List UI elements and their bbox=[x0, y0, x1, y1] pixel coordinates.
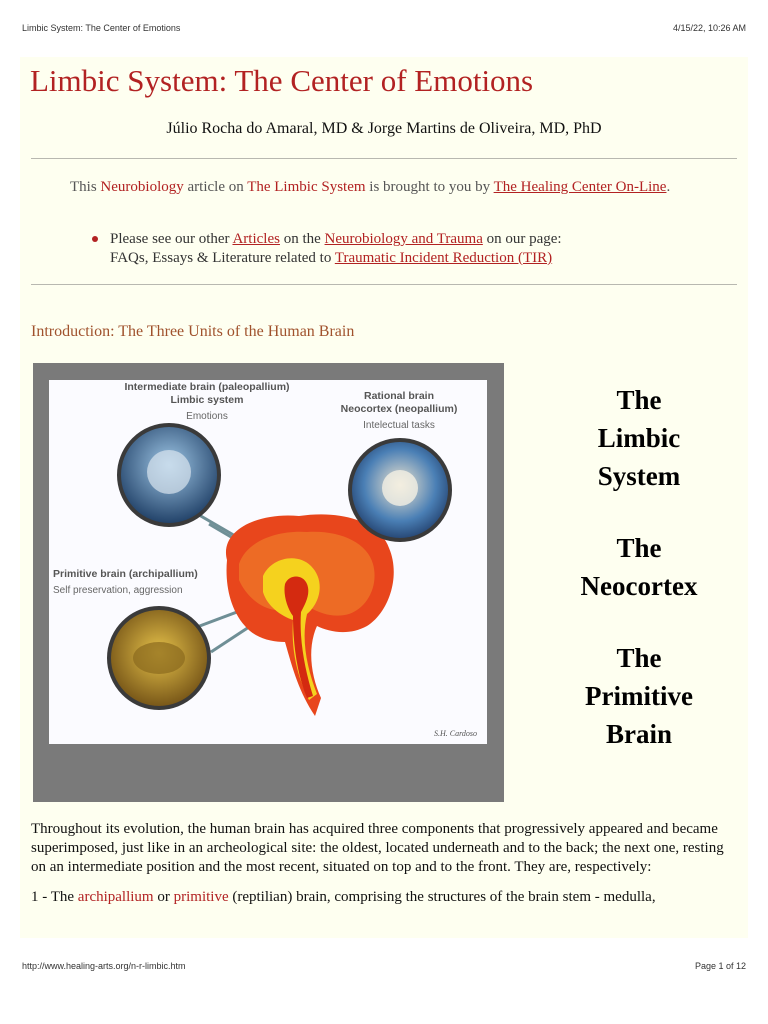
bullet-text-3: on our page: bbox=[482, 231, 562, 247]
divider-top bbox=[31, 158, 737, 159]
label-intermediate: Intermediate brain (paleopallium) Limbic system Emotions bbox=[124, 381, 290, 422]
intro-text-2: article on bbox=[183, 179, 248, 195]
tir-link[interactable]: Traumatic Incident Reduction (TIR) bbox=[334, 250, 553, 266]
brain-figure-canvas bbox=[49, 380, 487, 744]
article-page bbox=[20, 57, 748, 938]
intro-text-4: . bbox=[666, 179, 671, 195]
side-title-primitive: The Primitive Brain bbox=[585, 643, 693, 749]
intro-text-1: This bbox=[70, 179, 101, 195]
print-footer bbox=[22, 961, 746, 971]
intro-paragraph bbox=[70, 177, 690, 197]
print-footer-page: Page 1 of 12 bbox=[694, 961, 746, 971]
bullet-text-4: FAQs, Essays & Literature related to bbox=[110, 250, 335, 266]
bullet-text-2: on the bbox=[279, 231, 325, 247]
side-titles bbox=[544, 381, 734, 787]
print-header bbox=[22, 23, 746, 33]
primitive-term: primitive bbox=[173, 889, 229, 905]
print-footer-url: http://www.healing-arts.org/n-r-limbic.htm bbox=[22, 961, 186, 971]
print-header-datetime: 4/15/22, 10:26 AM bbox=[672, 23, 746, 33]
body-paragraph-2: 1 - The archipallium or primitive (reptilian) brain, comprising the structures of the brain stem - medulla, bbox=[31, 889, 656, 905]
body-text bbox=[31, 820, 737, 918]
bullet-text-1: Please see our other bbox=[110, 231, 233, 247]
archipallium-term: archipallium bbox=[77, 889, 154, 905]
brain-figure bbox=[33, 363, 504, 802]
articles-link[interactable]: Articles bbox=[232, 231, 280, 247]
intro-text-3: is brought to you by bbox=[365, 179, 494, 195]
label-rational: Rational brain Neocortex (neopallium) Intelectual tasks bbox=[340, 390, 458, 431]
intro-neurobiology: Neurobiology bbox=[100, 179, 184, 195]
label-primitive: Primitive brain (archipallium) Self preservation, aggression bbox=[53, 568, 198, 596]
artist-signature: S.H. Cardoso bbox=[433, 729, 477, 738]
section-heading: Introduction: The Three Units of the Human Brain bbox=[31, 323, 355, 340]
body-paragraph-1: Throughout its evolution, the human brain has acquired three components that progressively appeared and became superimposed, just like in an archeological site: the oldest, located underneath and to the back; the next one, resting on an intermediate position and the most recent, situated on top and to the front. They are, respectively: bbox=[31, 821, 724, 875]
side-title-neocortex: The Neocortex bbox=[580, 533, 698, 601]
divider-bottom bbox=[31, 284, 737, 285]
print-header-title: Limbic System: The Center of Emotions bbox=[22, 23, 181, 33]
articles-bullet bbox=[92, 230, 652, 268]
healing-center-link[interactable]: The Healing Center On-Line bbox=[493, 179, 667, 195]
bullet-dot-icon bbox=[92, 236, 98, 242]
brain-illustration bbox=[49, 380, 487, 744]
side-title-limbic: The Limbic System bbox=[597, 385, 681, 491]
neurobiology-trauma-link[interactable]: Neurobiology and Trauma bbox=[324, 231, 483, 247]
page-title: Limbic System: The Center of Emotions bbox=[30, 63, 534, 98]
authors: Júlio Rocha do Amaral, MD & Jorge Martins de Oliveira, MD, PhD bbox=[166, 120, 602, 137]
intro-limbic-system: The Limbic System bbox=[247, 179, 366, 195]
